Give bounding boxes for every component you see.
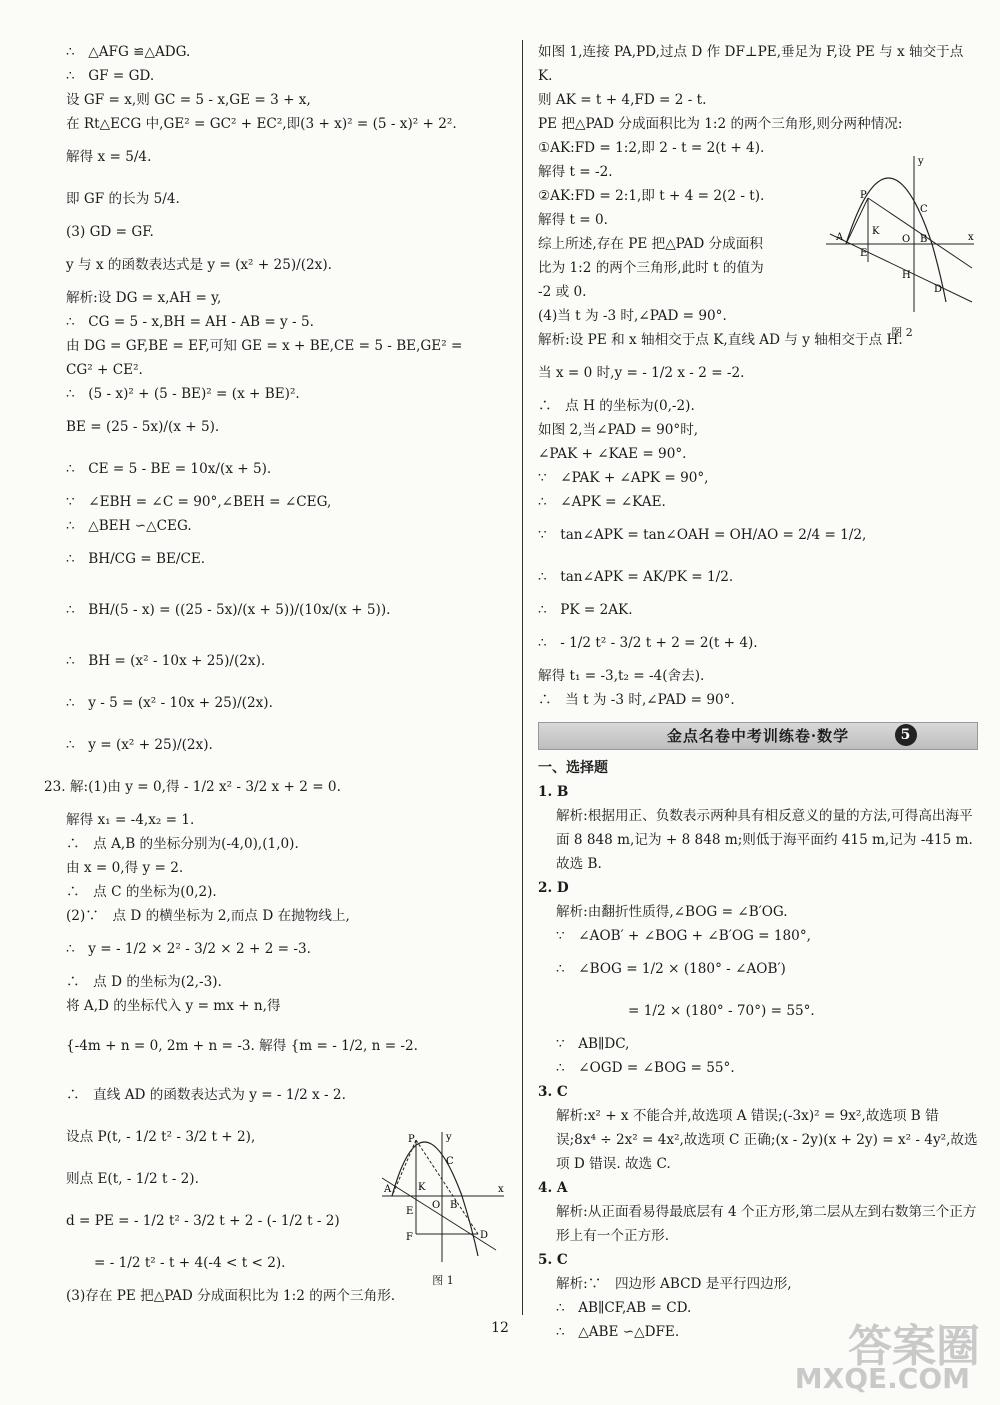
text-line: ①AK:FD = 1:2,即 2 - t = 2(t + 4). <box>538 140 765 156</box>
column-divider <box>522 40 523 1315</box>
figure-2-caption: 图 2 <box>891 326 913 339</box>
answer-line: = 1/2 × (180° - 70°) = 55°. <box>628 1003 815 1019</box>
text-line: ∴ y = - 1/2 × 2² - 3/2 × 2 + 2 = -3. <box>66 941 311 957</box>
text-line: ∴ BH/CG = BE/CE. <box>66 551 206 567</box>
fig2-label-c: C <box>920 204 928 215</box>
fig1-label-d: D <box>480 1230 489 1241</box>
text-line: 解得 t₁ = -3,t₂ = -4(舍去). <box>538 668 705 684</box>
text-line: 将 A,D 的坐标代入 y = mx + n,得 <box>66 998 281 1014</box>
banner-title: 金点名卷中考训练卷·数学 <box>666 727 850 745</box>
text-line: ∴ 点 H 的坐标为(0,-2). <box>538 398 695 414</box>
text-line: -2 或 0. <box>538 284 587 300</box>
text-line: d = PE = - 1/2 t² - 3/2 t + 2 - (- 1/2 t - 2) <box>66 1213 340 1229</box>
answer-number: 4. A <box>538 1180 568 1196</box>
fig2-label-k: K <box>872 226 880 237</box>
answer-number: 1. B <box>538 784 569 800</box>
text-line: 解得 t = -2. <box>538 164 613 180</box>
text-line: PE 把△PAD 分成面积比为 1:2 的两个三角形,则分两种情况: <box>538 116 903 132</box>
text-line: ∴ CE = 5 - BE = 10x/(x + 5). <box>66 461 272 477</box>
fig2-label-o: O <box>902 234 911 245</box>
text-line: 解析:设 DG = x,AH = y, <box>66 290 222 306</box>
text-line: 当 x = 0 时,y = - 1/2 x - 2 = -2. <box>538 365 745 381</box>
text-line: ∴ - 1/2 t² - 3/2 t + 2 = 2(t + 4). <box>538 635 758 651</box>
left-column <box>44 40 511 1308</box>
text-line: CG² + CE². <box>66 362 143 378</box>
text-line: 比为 1:2 的两个三角形,此时 t 的值为 <box>538 260 764 276</box>
text-line: ∴ GF = GD. <box>66 68 155 84</box>
text-line: ∴ (5 - x)² + (5 - BE)² = (x + BE)². <box>66 386 300 402</box>
fig2-label-y: y <box>918 156 924 167</box>
text-line: ∴ 点 C 的坐标为(0,2). <box>66 884 217 900</box>
text-line: ∠PAK + ∠KAE = 90°. <box>538 446 687 462</box>
answer-4 <box>538 1176 978 1248</box>
figure-1-caption: 图 1 <box>432 1274 454 1287</box>
fig2-label-p: P <box>860 190 867 201</box>
text-line: ∴ PK = 2AK. <box>538 602 633 618</box>
text-line: ∵ ∠EBH = ∠C = 90°,∠BEH = ∠CEG, <box>66 494 332 510</box>
page-number: 12 <box>491 1320 509 1336</box>
answer-number: 3. C <box>538 1084 568 1100</box>
text-line: ∴ y - 5 = (x² - 10x + 25)/(2x). <box>66 695 273 711</box>
fig1-label-x: x <box>498 1184 504 1195</box>
figure-1 <box>378 1128 508 1288</box>
text-line: 由 DG = GF,BE = EF,可知 GE = x + BE,CE = 5 - BE,GE² = <box>66 338 463 354</box>
fig2-label-x: x <box>968 232 974 243</box>
text-line: 解得 x = 5/4. <box>66 149 152 165</box>
text-line: ∵ tan∠APK = tan∠OAH = OH/AO = 2/4 = 1/2, <box>538 527 867 543</box>
fig2-label-e: E <box>860 248 868 259</box>
answer-line: 解析:∵ 四边形 ABCD 是平行四边形, <box>556 1276 792 1292</box>
text-line: ∴ △AFG ≌△ADG. <box>66 44 191 60</box>
answer-line: ∴ △ABE ∽△DFE. <box>556 1324 680 1340</box>
text-line: ∴ 直线 AD 的函数表达式为 y = - 1/2 x - 2. <box>66 1087 346 1103</box>
fig1-label-a: A <box>384 1184 392 1195</box>
figure-2 <box>822 152 982 337</box>
text-line: ∴ BH/(5 - x) = ((25 - 5x)/(x + 5))/(10x/(x + 5)). <box>66 602 391 618</box>
text-line: ∴ ∠APK = ∠KAE. <box>538 494 666 510</box>
watermark-logo: 答案圈 <box>848 1321 980 1372</box>
fig2-label-h: H <box>902 270 911 281</box>
figure-1-graph <box>378 1128 508 1268</box>
text-line: ∴ CG = 5 - x,BH = AH - AB = y - 5. <box>66 314 314 330</box>
answer-line: 解析:从正面看易得最底层有 4 个正方形,第二层从左到右数第三个正方形上有一个正方形. <box>556 1204 977 1244</box>
text-line: (4)当 t 为 -3 时,∠PAD = 90°. <box>538 308 727 324</box>
fig1-label-f: F <box>406 1232 413 1243</box>
fig2-label-b: B <box>920 234 928 245</box>
text-line: 即 GF 的长为 5/4. <box>66 191 180 207</box>
test-banner <box>538 722 978 750</box>
answer-line: ∵ ∠AOB′ + ∠BOG + ∠B′OG = 180°, <box>556 928 811 944</box>
text-line: 由 x = 0,得 y = 2. <box>66 860 184 876</box>
text-line: ②AK:FD = 2:1,即 t + 4 = 2(2 - t). <box>538 188 765 204</box>
text-line: {-4m + n = 0, 2m + n = -3. 解得 {m = - 1/2, n = -2. <box>66 1038 418 1054</box>
answer-line: 解析:根据用正、负数表示两种具有相反意义的量的方法,可得高出海平面 8 848 m,记为 + 8 848 m;则低于海平面约 415 m,记为 -415 m. 故选 B. <box>556 808 973 872</box>
text-line: BE = (25 - 5x)/(x + 5). <box>66 419 220 435</box>
text-line: 综上所述,存在 PE 把△PAD 分成面积 <box>538 236 763 252</box>
answer-number: 5. C <box>538 1252 568 1268</box>
section-title: 一、选择题 <box>538 760 608 776</box>
fig1-label-k: K <box>418 1182 426 1193</box>
answer-line: ∴ ∠OGD = ∠BOG = 55°. <box>556 1060 735 1076</box>
answer-3 <box>538 1080 978 1176</box>
text-line: (2)∵ 点 D 的横坐标为 2,而点 D 在抛物线上, <box>66 908 350 924</box>
text-line: ∴ 点 A,B 的坐标分别为(-4,0),(1,0). <box>66 836 299 852</box>
text-line: (3)存在 PE 把△PAD 分成面积比为 1:2 的两个三角形. <box>66 1288 396 1304</box>
text-line: = - 1/2 t² - t + 4(-4 < t < 2). <box>94 1255 286 1271</box>
answer-line: ∴ ∠BOG = 1/2 × (180° - ∠AOB′) <box>556 961 786 977</box>
text-line: ∴ y = (x² + 25)/(2x). <box>66 737 213 753</box>
text-line: ∴ 点 D 的坐标为(2,-3). <box>66 974 222 990</box>
text-line: 解析:设 PE 和 x 轴相交于点 K,直线 AD 与 y 轴相交于点 H. <box>538 332 903 348</box>
text-line: ∴ △BEH ∽△CEG. <box>66 518 192 534</box>
answer-line: 解析:由翻折性质得,∠BOG = ∠B′OG. <box>556 904 788 920</box>
text-line: ∴ BH = (x² - 10x + 25)/(2x). <box>66 653 266 669</box>
banner-number: 5 <box>895 724 917 746</box>
text-line: 解得 x₁ = -4,x₂ = 1. <box>66 812 195 828</box>
answer-line: ∵ AB∥DC, <box>556 1036 630 1052</box>
text-line: ∴ tan∠APK = AK/PK = 1/2. <box>538 569 734 585</box>
fig2-label-a: A <box>836 232 844 243</box>
answer-line: ∴ AB∥CF,AB = CD. <box>556 1300 692 1316</box>
text-line: 解得 t = 0. <box>538 212 608 228</box>
text-line: 则点 E(t, - 1/2 t - 2). <box>66 1171 199 1187</box>
fig1-label-c: C <box>446 1156 454 1167</box>
answer-2 <box>538 876 978 1080</box>
fig1-label-o: O <box>432 1200 441 1211</box>
answer-1 <box>538 780 978 876</box>
fig1-label-y: y <box>446 1132 452 1143</box>
fig2-label-d: D <box>934 284 943 295</box>
answer-number: 2. D <box>538 880 569 896</box>
text-line: ∴ 当 t 为 -3 时,∠PAD = 90°. <box>538 692 735 708</box>
figure-2-graph <box>822 152 982 320</box>
text-line: 23. 解:(1)由 y = 0,得 - 1/2 x² - 3/2 x + 2 = 0. <box>44 779 341 795</box>
text-line: 设 GF = x,则 GC = 5 - x,GE = 3 + x, <box>66 92 311 108</box>
text-line: 则 AK = t + 4,FD = 2 - t. <box>538 92 707 108</box>
text-line: 在 Rt△ECG 中,GE² = GC² + EC²,即(3 + x)² = (5 - x)² + 2². <box>66 116 457 132</box>
fig1-label-p: P <box>408 1134 415 1145</box>
text-line: y 与 x 的函数表达式是 y = (x² + 25)/(2x). <box>66 257 332 273</box>
fig1-label-e: E <box>406 1206 414 1217</box>
text-line: ∵ ∠PAK + ∠APK = 90°, <box>538 470 709 486</box>
fig1-label-b: B <box>450 1200 458 1211</box>
text-line: 如图 2,当∠PAD = 90°时, <box>538 422 699 438</box>
answer-line: 解析:x² + x 不能合并,故选项 A 错误;(-3x)² = 9x²,故选项 B 错误;8x⁴ ÷ 2x² = 4x²,故选项 C 正确;(x - 2y)(x + 2y) = x² - 4y²,故选项 D 错误. 故选 C. <box>556 1108 978 1172</box>
text-line: (3) GD = GF. <box>66 224 154 240</box>
watermark-url: MXQE.COM <box>794 1362 970 1395</box>
text-line: 如图 1,连接 PA,PD,过点 D 作 DF⊥PE,垂足为 F,设 PE 与 x 轴交于点 K. <box>538 44 964 84</box>
text-line: 设点 P(t, - 1/2 t² - 3/2 t + 2), <box>66 1129 256 1145</box>
